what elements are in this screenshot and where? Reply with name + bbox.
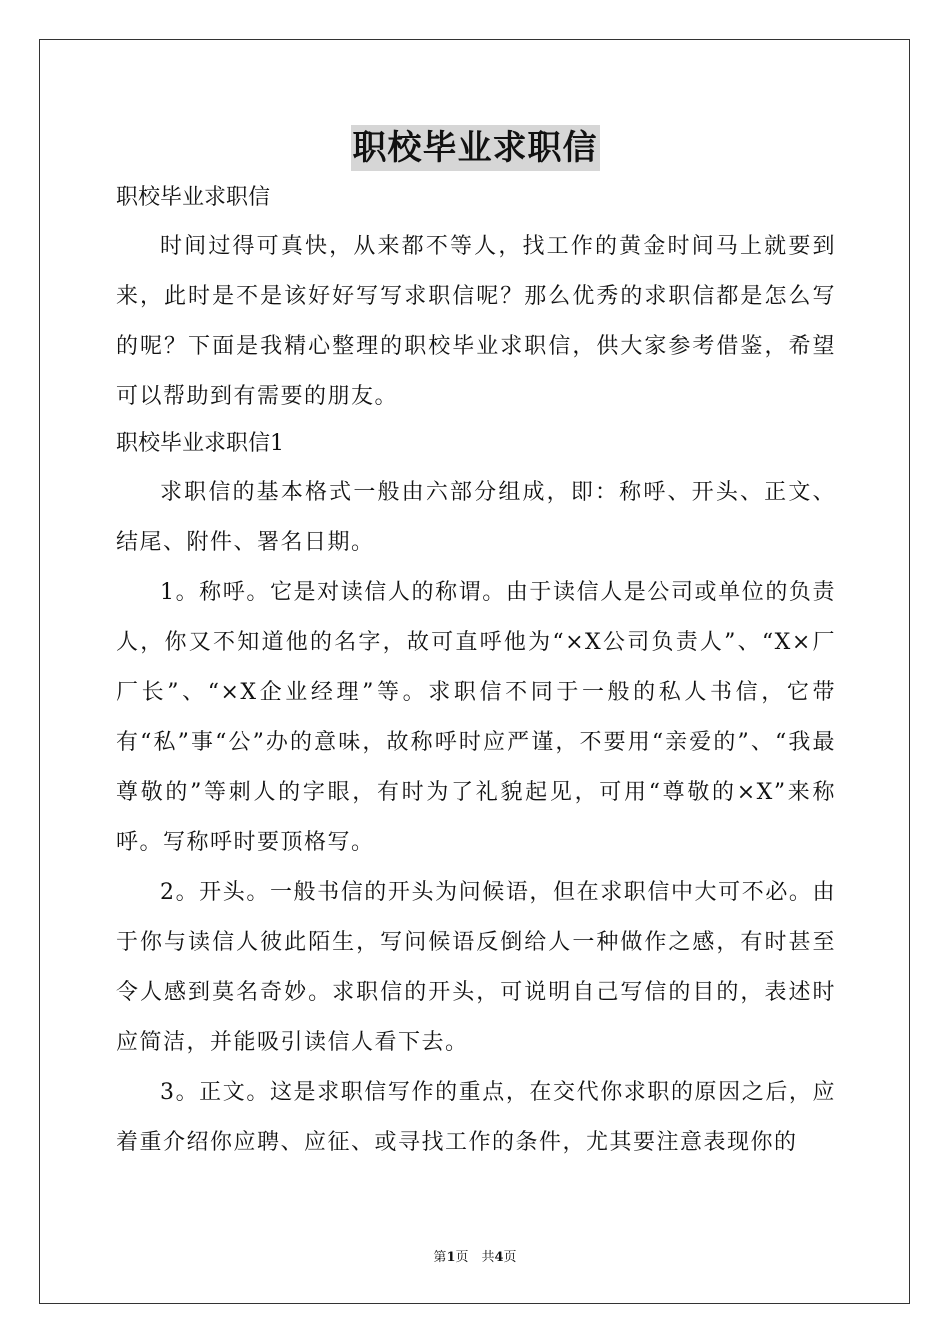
body-paragraph: 3。正文。这是求职信写作的重点，在交代你求职的原因之后，应着重介绍你应聘、应征、或寻找工作的条件，尤其要注意表现你的 xyxy=(116,1080,836,1155)
current-page: 1 xyxy=(446,1250,456,1265)
page-prefix: 第 xyxy=(433,1250,447,1265)
page-footer xyxy=(0,1246,950,1265)
document-title: 职校毕业求职信 xyxy=(351,125,600,171)
page-suffix: 页 xyxy=(503,1250,517,1265)
intro-paragraph: 时间过得可真快，从来都不等人，找工作的黄金时间马上就要到来，此时是不是该好好写写求职信呢？那么优秀的求职信都是怎么写的呢？下面是我精心整理的职校毕业求职信，供大家参考借鉴，希望可以帮助到有需要的朋友。 xyxy=(116,234,836,409)
section-heading: 职校毕业求职信1 xyxy=(116,431,284,456)
subtitle: 职校毕业求职信 xyxy=(116,185,271,210)
document-body xyxy=(116,178,836,1168)
format-paragraph: 求职信的基本格式一般由六部分组成，即：称呼、开头、正文、结尾、附件、署名日期。 xyxy=(116,480,836,555)
opening-paragraph: 2。开头。一般书信的开头为问候语，但在求职信中大可不必。由于你与读信人彼此陌生，写问候语反倒给人一种做作之感，有时甚至令人感到莫名奇妙。求职信的开头，可说明自己写信的目的，表述时应简洁，并能吸引读信人看下去。 xyxy=(116,880,836,1055)
page-mid: 页 共 xyxy=(455,1250,495,1265)
salutation-paragraph: 1。称呼。它是对读信人的称谓。由于读信人是公司或单位的负责人，你又不知道他的名字，故可直呼他为“×X公司负责人”、“X×厂厂长”、“×X企业经理”等。求职信不同于一般的私人书信，它带有“私”事“公”办的意味，故称呼时应严谨，不要用“亲爱的”、“我最尊敬的”等刺人的字眼，有时为了礼貌起见，可用“尊敬的×X”来称呼。写称呼时要顶格写。 xyxy=(116,580,836,855)
total-pages: 4 xyxy=(494,1250,504,1265)
title-wrap xyxy=(0,125,950,171)
